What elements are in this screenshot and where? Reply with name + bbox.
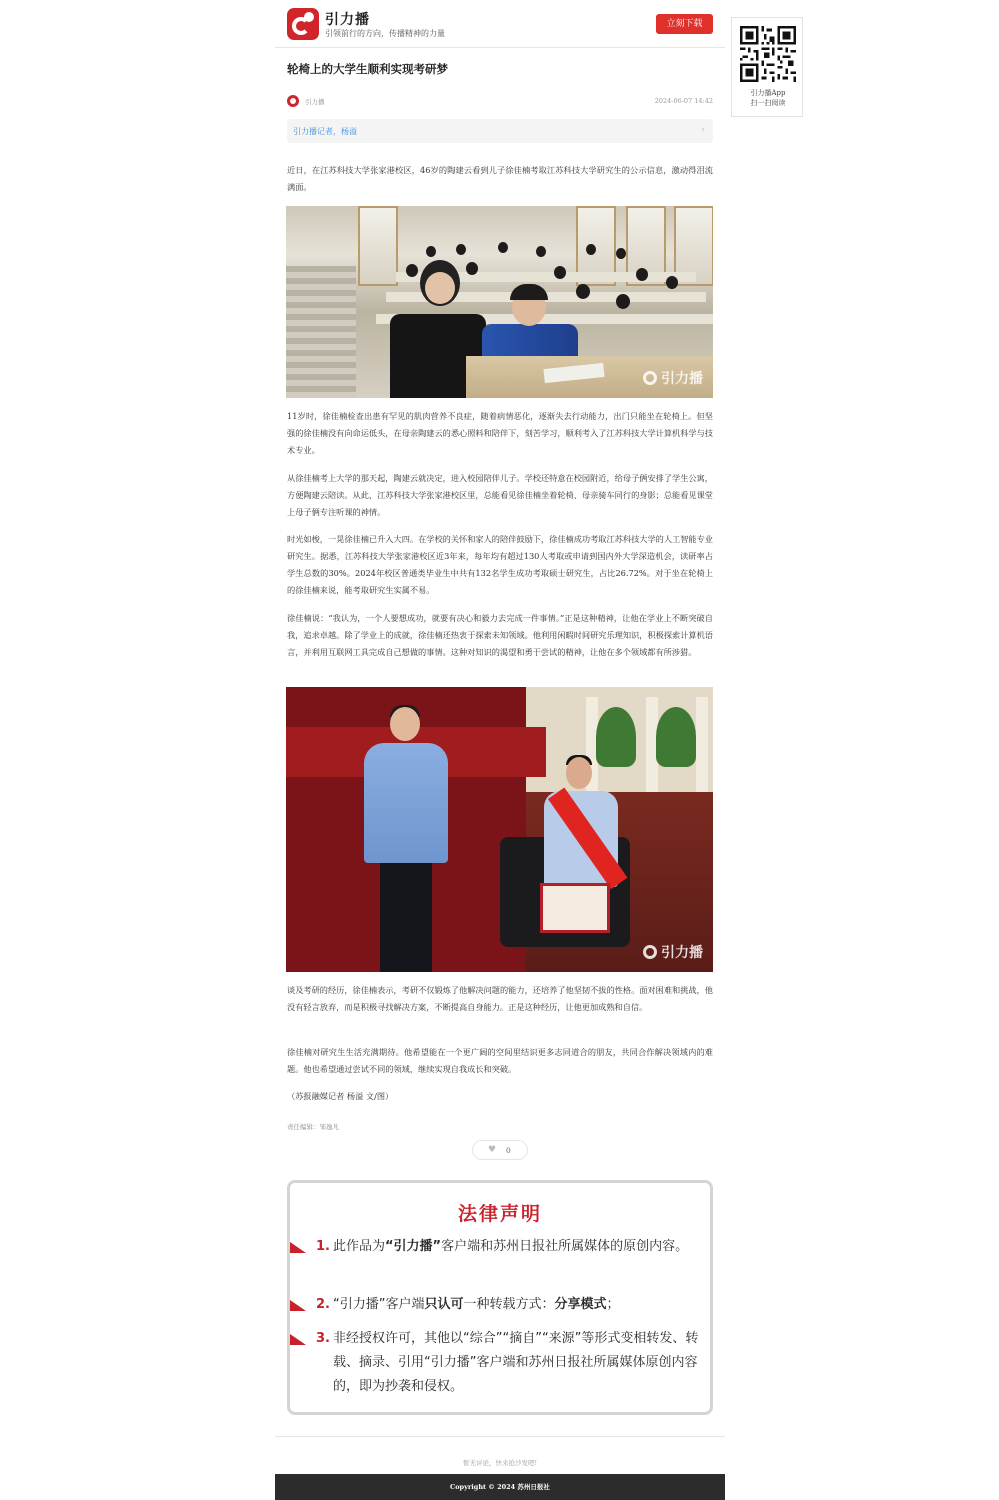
- article-paragraph: 近日，在江苏科技大学张家港校区，46岁的陶建云看到儿子徐佳楠考取江苏科技大学研究生的公示信息，激动得泪流满面。: [287, 165, 713, 192]
- site-header: [275, 0, 725, 48]
- article-date: 2024-06-07 14:42: [654, 97, 713, 105]
- article-paragraph: 时光如梭，一晃徐佳楠已升入大四。在学校的关怀和家人的陪伴鼓励下，徐佳楠成功考取江苏科技大学的人工智能专业研究生。据悉，江苏科技大学张家港校区近3年来，每年均有超过130人考取或申请到国内外大学深造机会，读研率占学生总数的30%。2024年校区普通类毕业生中共有132名学生成功考取硕士研究生，占比26.72%。对于坐在轮椅上的徐佳楠来说，能考取研究生实属不易。: [287, 534, 713, 595]
- site-footer: Copyright © 2024 苏州日报社: [275, 1474, 725, 1500]
- award-photo: [286, 687, 713, 972]
- source-logo-icon: [287, 95, 299, 107]
- article-paragraph: 徐佳楠对研究生生活充满期待。他希望能在一个更广阔的空间里结识更多志同道合的朋友，共同合作解决领域内的难题。他也希望通过尝试不同的领域，继续实现自我成长和突破。: [287, 1047, 713, 1074]
- reporter-name: 引力播记者，杨溢: [293, 127, 357, 136]
- like-count: 0: [506, 1146, 511, 1155]
- app-slogan: 引领前行的方向，传播精神的力量: [325, 29, 445, 38]
- article-paragraph: 11岁时，徐佳楠检查出患有罕见的肌肉营养不良症，随着病情恶化，逐渐失去行动能力，出门只能坐在轮椅上。但坚强的徐佳楠没有向命运低头，在母亲陶建云的悉心照料和陪伴下，刻苦学习，顺利考入了江苏科技大学计算机科学与技术专业。: [287, 411, 713, 455]
- qr-card: [731, 17, 803, 117]
- reporter-link[interactable]: [287, 119, 713, 143]
- app-logo-icon[interactable]: [287, 8, 319, 40]
- divider: [275, 1436, 725, 1437]
- legal-title: 法律声明: [457, 1203, 542, 1225]
- photo-watermark: 引力播: [643, 942, 703, 962]
- article-source: 引力播: [305, 98, 325, 106]
- article-paragraph: 谈及考研的经历，徐佳楠表示，考研不仅锻炼了他解决问题的能力，还培养了他坚韧不拔的性格。面对困难和挑战，他没有轻言放弃，而是积极寻找解决方案，不断提高自身能力。正是这种经历，让他更加成熟和自信。: [287, 985, 713, 1012]
- flag-icon: [290, 1242, 306, 1253]
- article-paragraph: 从徐佳楠考上大学的那天起，陶建云就决定，进入校园陪伴儿子。学校还特意在校园附近，给母子俩安排了学生公寓，方便陶建云陪读。从此，江苏科技大学张家港校区里，总能看见徐佳楠坐着轮椅、母亲骑车同行的身影；总能看见课堂上母子俩专注听课的神情。: [287, 473, 713, 517]
- heart-icon: ♥: [488, 1145, 497, 1155]
- article-title: 轮椅上的大学生顺利实现考研梦: [287, 62, 448, 76]
- like-button[interactable]: [472, 1140, 528, 1160]
- legal-notice: 法律声明 1. 此作品为“引力播”客户端和苏州日报社所属媒体的原创内容。 2. “引力播”客户端只认可一种转载方式：分享模式； 3. 非经授权许可，其他以“综合”“摘自”“来源”等形式变相转发、转载、摘录、引用“引力播”客户端和苏州日报社所属媒体原创内容的，即为抄袭和侵权。: [287, 1180, 713, 1415]
- article-paragraph: 徐佳楠说：“我认为，一个人要想成功，就要有决心和毅力去完成一件事情。”正是这种精神，让他在学业上不断突破自我，追求卓越。除了学业上的成就，徐佳楠还热衷于探索未知领域。他利用闲暇时间研究乐理知识，积极探索计算机语言，并利用互联网工具完成自己想做的事情。这种对知识的渴望和勇于尝试的精神，让他在多个领域都有所涉猎。: [287, 613, 713, 657]
- responsible-editor: 责任编辑：邹逸凡: [287, 1123, 339, 1131]
- classroom-photo: [286, 206, 713, 398]
- photo-watermark: 引力播: [643, 368, 703, 388]
- flag-icon: [290, 1300, 306, 1311]
- chevron-right-icon: ›: [701, 125, 705, 135]
- qr-label: 引力播App 扫一扫阅读: [750, 89, 786, 107]
- app-name: 引力播: [325, 12, 370, 28]
- article-page: [275, 0, 725, 1500]
- article-paragraph: （苏报融媒记者 杨溢 文/图）: [287, 1091, 394, 1101]
- empty-comments-text: 暂无评论，快来抢沙发吧!: [462, 1459, 538, 1467]
- qr-code-icon: [740, 26, 796, 82]
- article-meta: [287, 95, 713, 109]
- flag-icon: [290, 1334, 306, 1345]
- download-button[interactable]: 立刻下载: [656, 14, 713, 34]
